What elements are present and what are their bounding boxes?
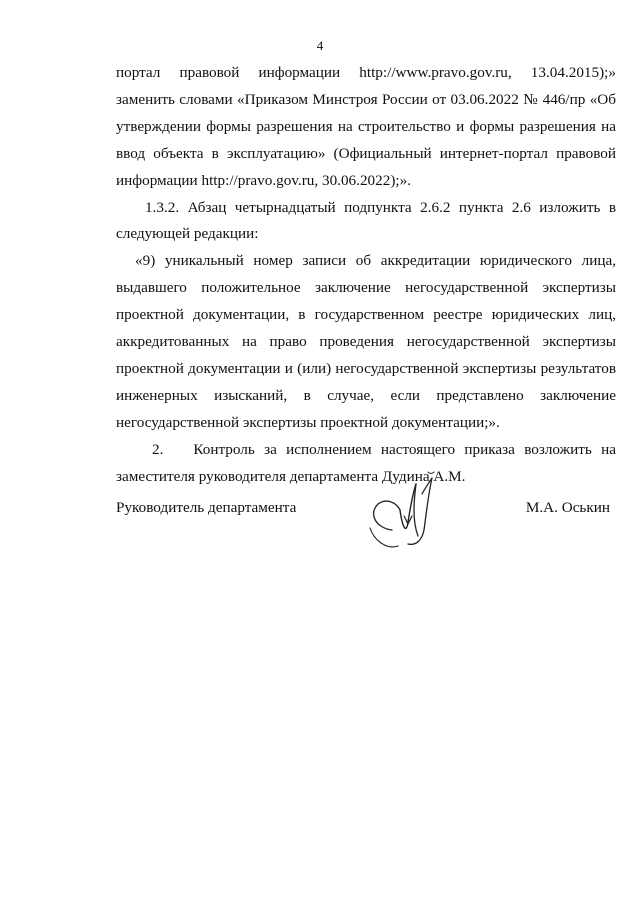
document-body: [116, 60, 616, 491]
paragraph-item-9: «9) уникальный номер записи об аккредитации юридического лица, выдавшего положительное заключение негосударственной экспертизы проектной документации, в государственном реестре юридических лиц, аккредитованных на право проведения негосударственной экспертизы проектной документации и (или) негосударственной экспертизы результатов инженерных изысканий, в случае, если представлено заключение негосударственной экспертизы проектной документации;».: [116, 252, 616, 431]
paragraph-2-number: 2.: [152, 440, 164, 458]
handwritten-signature: [362, 470, 452, 560]
page-number: 4: [316, 38, 324, 53]
signatory-name: М.А. Оськин: [525, 499, 610, 516]
paragraph-2-text: Контроль за исполнением настоящего приказа возложить на заместителя руководителя департамента Дудина А.М.: [116, 440, 616, 485]
paragraph-1-3-2: 1.3.2. Абзац четырнадцатый подпункта 2.6.2 пункта 2.6 изложить в следующей редакции:: [116, 198, 616, 243]
signatory-title: Руководитель департамента: [116, 499, 297, 516]
paragraph-continuation: портал правовой информации http://www.pravo.gov.ru, 13.04.2015);» заменить словами «Приказом Минстроя России от 03.06.2022 № 446/пр «Об утверждении формы разрешения на строительство и формы разрешения на ввод объекта в эксплуатацию» (Официальный интернет-портал правовой информации http://pravo.gov.ru, 30.06.2022);».: [116, 64, 616, 189]
